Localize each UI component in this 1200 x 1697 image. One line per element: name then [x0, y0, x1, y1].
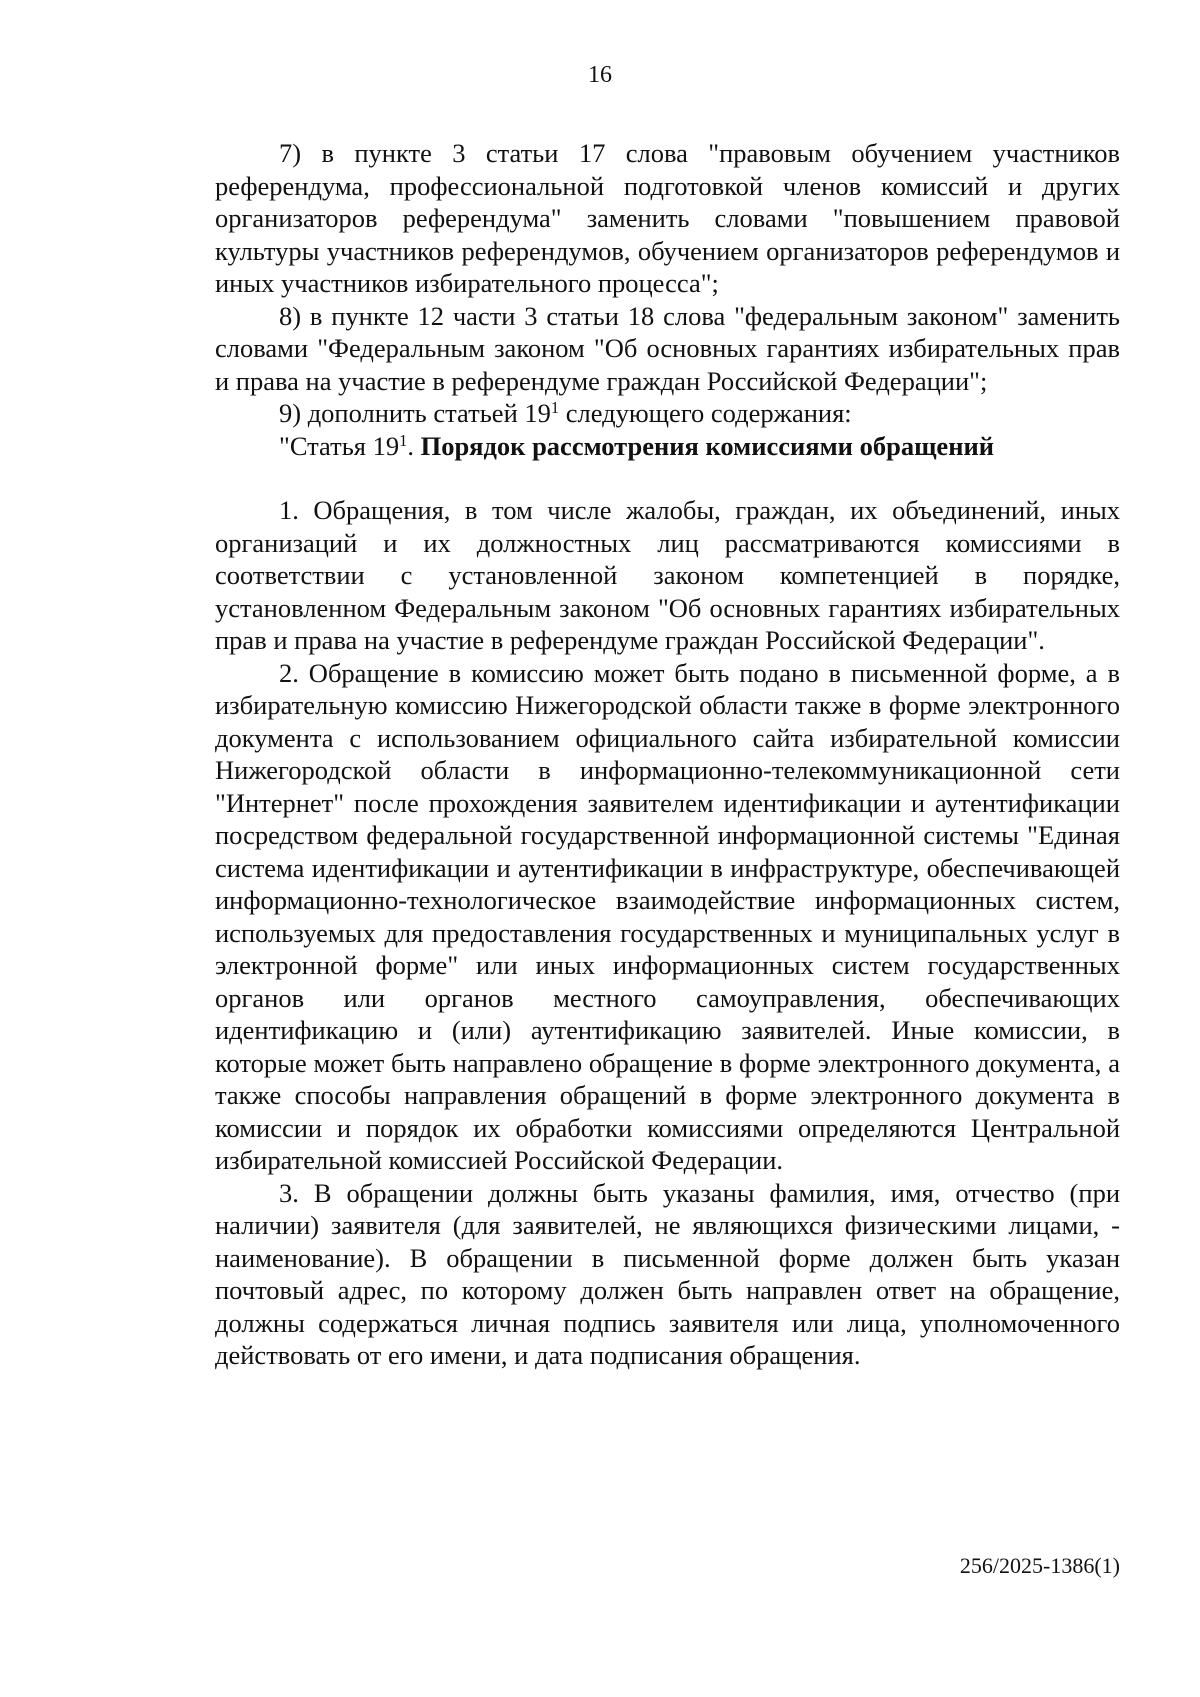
- article-heading-prefix: "Статья 19: [279, 430, 400, 461]
- document-number: 256/2025-1386(1): [959, 1553, 1120, 1578]
- paragraph-3: 3. В обращении должны быть указаны фамилия, имя, отчество (при наличии) заявителя (для заявителей, не являющихся физическими лицами, - наименование). В обращении в письменной форме должен быть указан почтовый адрес, по которому должен быть направлен ответ на обращение, должны содержаться личная подпись заявителя или лица, уполномоченного действовать от его имени, и дата подписания обращения.: [215, 1177, 1120, 1370]
- page-number: 16: [588, 62, 612, 88]
- item-9-prefix: 9) дополнить статьей 19: [279, 398, 551, 428]
- paragraph-1: 1. Обращения, в том числе жалобы, граждан, их объединений, иных организаций и их должностных лиц рассматриваются комиссиями в соответствии с установленной законом компетенцией в порядке, установленном Федеральным законом "Об основных гарантиях избирательных прав и права на участие в референдуме граждан Российской Федерации".: [215, 495, 1120, 655]
- item-9: [215, 397, 1120, 430]
- article-title: Порядок рассмотрения комиссиями обращений: [420, 430, 995, 461]
- paragraph-2: 2. Обращение в комиссию может быть подано в письменной форме, а в избирательную комиссию Нижегородской области также в форме электронного документа с использованием официального сайта избирательной комиссии Нижегородской области в информационно-телекоммуникационной сети "Интернет" после прохождения заявителем идентификации и аутентификации посредством федеральной государственной информационной системы "Единая система идентификации и аутентификации в инфраструктуре, обеспечивающей информационно-технологическое взаимодействие информационных систем, используемых для предоставления государственных и муниципальных услуг в электронной форме" или иных информационных систем государственных органов или органов местного самоуправления, обеспечивающих идентификацию и (или) аутентификацию заявителей. Иные комиссии, в которые может быть направлено обращение в форме электронного документа, а также способы направления обращений в форме электронного документа в комиссии и порядок их обработки комиссиями определяются Центральной избирательной комиссией Российской Федерации.: [215, 657, 1120, 1175]
- article-heading: [215, 430, 1120, 463]
- document-body: [215, 137, 1120, 1372]
- item-9-superscript: 1: [550, 397, 560, 417]
- item-9-suffix: следующего содержания:: [559, 398, 852, 428]
- item-8: 8) в пункте 12 части 3 статьи 18 слова "федеральным законом" заменить словами "Федеральным законом "Об основных гарантиях избирательных прав и права на участие в референдуме граждан Российской Федерации";: [215, 300, 1120, 396]
- article-heading-separator: .: [407, 430, 421, 461]
- article-heading-superscript: 1: [399, 430, 408, 450]
- item-7: 7) в пункте 3 статьи 17 слова "правовым обучением участников референдума, профессиональной подготовкой членов комиссий и других организаторов референдума" заменить словами "повышением правовой культуры участников референдумов, обучением организаторов референдумов и иных участников избирательного процесса";: [215, 138, 1120, 298]
